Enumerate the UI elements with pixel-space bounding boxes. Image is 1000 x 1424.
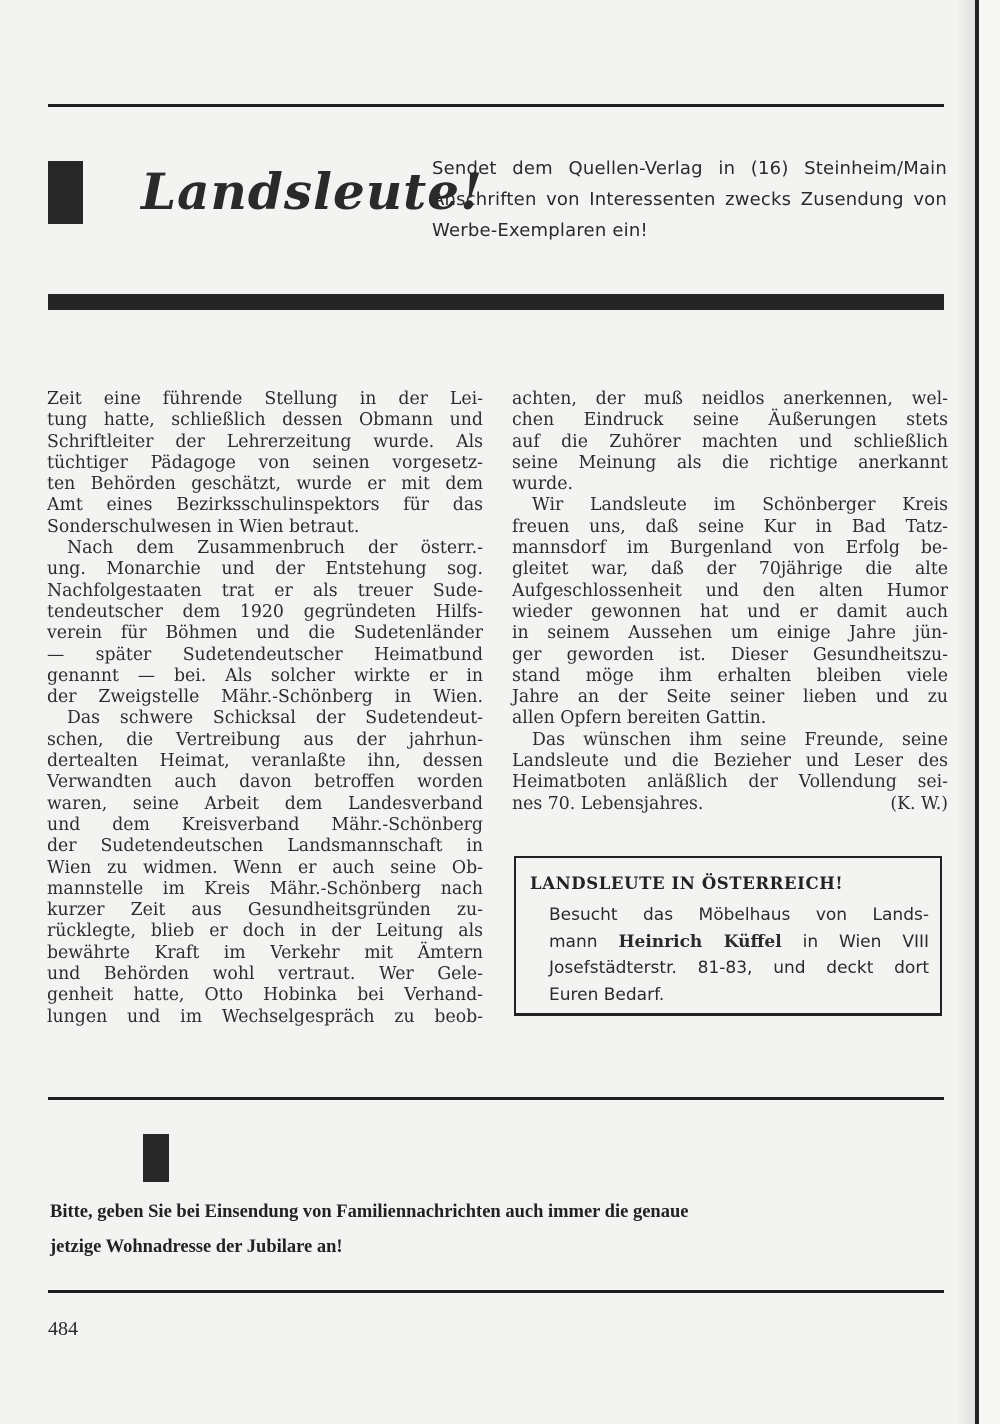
article-line: bewährte Kraft im Verkehr mit Ämtern [47,942,483,963]
advertisement-box [514,856,942,1016]
article-line: verein für Böhmen und die Sudetenländer [47,623,483,644]
article-line: genheit hatte, Otto Hobinka bei Verhand- [47,985,483,1006]
page-number: 484 [48,1318,78,1340]
article-line: — später Sudetendeutscher Heimatbund [47,644,483,665]
article-line: ger geworden ist. Dieser Gesundheitszu- [512,644,948,665]
article-line: wurde. [512,474,573,495]
article-line: Sonderschulwesen in Wien betraut. [47,516,360,537]
article-line: tüchtiger Pädagoge von seinen vorgesetz- [47,452,483,473]
ad-line: Josefstädterstr. 81-83, und deckt dort [549,958,929,978]
article-line: Zeit eine führende Stellung in der Lei- [47,389,483,409]
article-line: auf die Zuhörer machten und schließlich [512,431,948,452]
article-line: gleitet war, daß der 70jährige die alte [512,559,948,580]
article-line: tendeutscher dem 1920 gegründeten Hilfs- [47,601,483,622]
article-line: Amt eines Bezirksschulinspektors für das [47,495,483,516]
article-line: Das wünschen ihm seine Freunde, seine [532,729,948,750]
notice-black-block [143,1134,169,1182]
article-left-column [47,389,483,1028]
article-line: dertealten Heimat, veranlaßte ihn, dessen [47,751,483,772]
article-right-column [512,389,948,815]
article-line: wieder gewonnen hat und er damit auch [512,601,948,622]
page-edge-line [975,0,979,1424]
ad-text: in Wien VIII [781,931,930,952]
article-line: lungen und im Wechselgespräch zu beob- [47,1006,483,1027]
article-line: kurzer Zeit aus Gesundheitsgründen zu- [47,900,483,921]
article-line: Aufgeschlossenheit und den alten Humor [512,580,948,601]
notice-bottom-rule [48,1290,944,1293]
article-line: Wien zu widmen. Wenn er auch seine Ob- [47,857,483,878]
ad-line [549,929,929,956]
article-line: rücklegte, blieb er doch in der Leitung als [47,921,483,942]
article-line: Jahre an der Seite seiner lieben und zu [512,687,948,708]
ad-title: LANDSLEUTE IN ÖSTERREICH! [530,874,844,893]
article-line: in seinem Aussehen um einige Jahre jün- [512,623,948,644]
article-line: allen Opfern bereiten Gattin. [512,708,767,729]
ad-line: Besucht das Möbelhaus von Lands- [549,905,929,925]
article-line: chen Eindruck seine Äußerungen stets [512,410,948,431]
article-line: tung hatte, schließlich dessen Obmann und [47,410,483,431]
top-rule [48,104,944,107]
family-news-notice [50,1195,688,1265]
ad-body [549,902,929,1008]
adjacent-page-margin [979,0,1000,1424]
article-line: ten Behörden geschätzt, wurde er mit dem [47,474,483,495]
article-line: Schriftleiter der Lehrerzeitung wurde. Als [47,431,483,452]
article-line: waren, seine Arbeit dem Landesverband [47,793,483,814]
notice-top-rule [48,1097,944,1100]
promo-text: Sendet dem Quellen-Verlag in (16) Steinheim/Main Anschriften von Interessenten zwecks Zusendung von Werbe-Exemplaren ein! [432,158,947,241]
article-line: freuen uns, daß seine Kur in Bad Tatz- [512,516,948,537]
thick-divider-bar [48,294,944,310]
ad-line: Euren Bedarf. [549,984,665,1005]
article-line: Das schwere Schicksal der Sudetendeut- [67,708,483,729]
article-line: ung. Monarchie und der Entstehung sog. [47,559,483,580]
ad-merchant-name: Heinrich Küffel [618,931,782,952]
article-line: seine Meinung als die richtige anerkannt [512,452,948,473]
article-line: der Zweigstelle Mähr.-Schönberg in Wien. [47,687,483,708]
article-line: der Sudetendeutschen Landsmannschaft in [47,836,483,857]
article-line: und dem Kreisverband Mähr.-Schönberg [47,814,483,835]
page-gutter-shadow [955,0,975,1424]
closing-text: nes 70. Lebensjahres. [512,793,704,814]
article-line: Heimatboten anläßlich der Vollendung sei- [512,772,948,793]
article-line: schen, die Vertreibung aus der jahrhun- [47,729,483,750]
notice-line: Bitte, geben Sie bei Einsendung von Familiennachrichten auch immer die genaue [50,1202,689,1222]
article-line: achten, der muß neidlos anerkennen, wel- [512,389,948,409]
article-closing-line [512,794,948,815]
article-line: genannt — bei. Als solcher wirkte er in [47,665,483,686]
article-line: stand möge ihm erhalten bleiben viele [512,665,948,686]
header-black-block [48,161,83,224]
article-line: Nach dem Zusammenbruch der österr.- [67,538,483,559]
notice-line: jetzige Wohnadresse der Jubilare an! [50,1237,343,1257]
article-line: mannsdorf im Burgenland von Erfolg be- [512,538,948,559]
article-line: mannstelle im Kreis Mähr.-Schönberg nach [47,878,483,899]
article-line: Verwandten auch davon betroffen worden [47,772,483,793]
headline: Landsleute! [141,162,484,221]
article-line: und Behörden wohl vertraut. Wer Gele- [47,964,483,985]
article-line: Wir Landsleute im Schönberger Kreis [532,495,948,516]
article-line: Nachfolgestaaten trat er als treuer Sude- [47,580,483,601]
ad-text: mann [549,931,619,952]
author-signature: (K. W.) [890,793,948,814]
article-line: Landsleute und die Bezieher und Leser des [512,751,948,772]
